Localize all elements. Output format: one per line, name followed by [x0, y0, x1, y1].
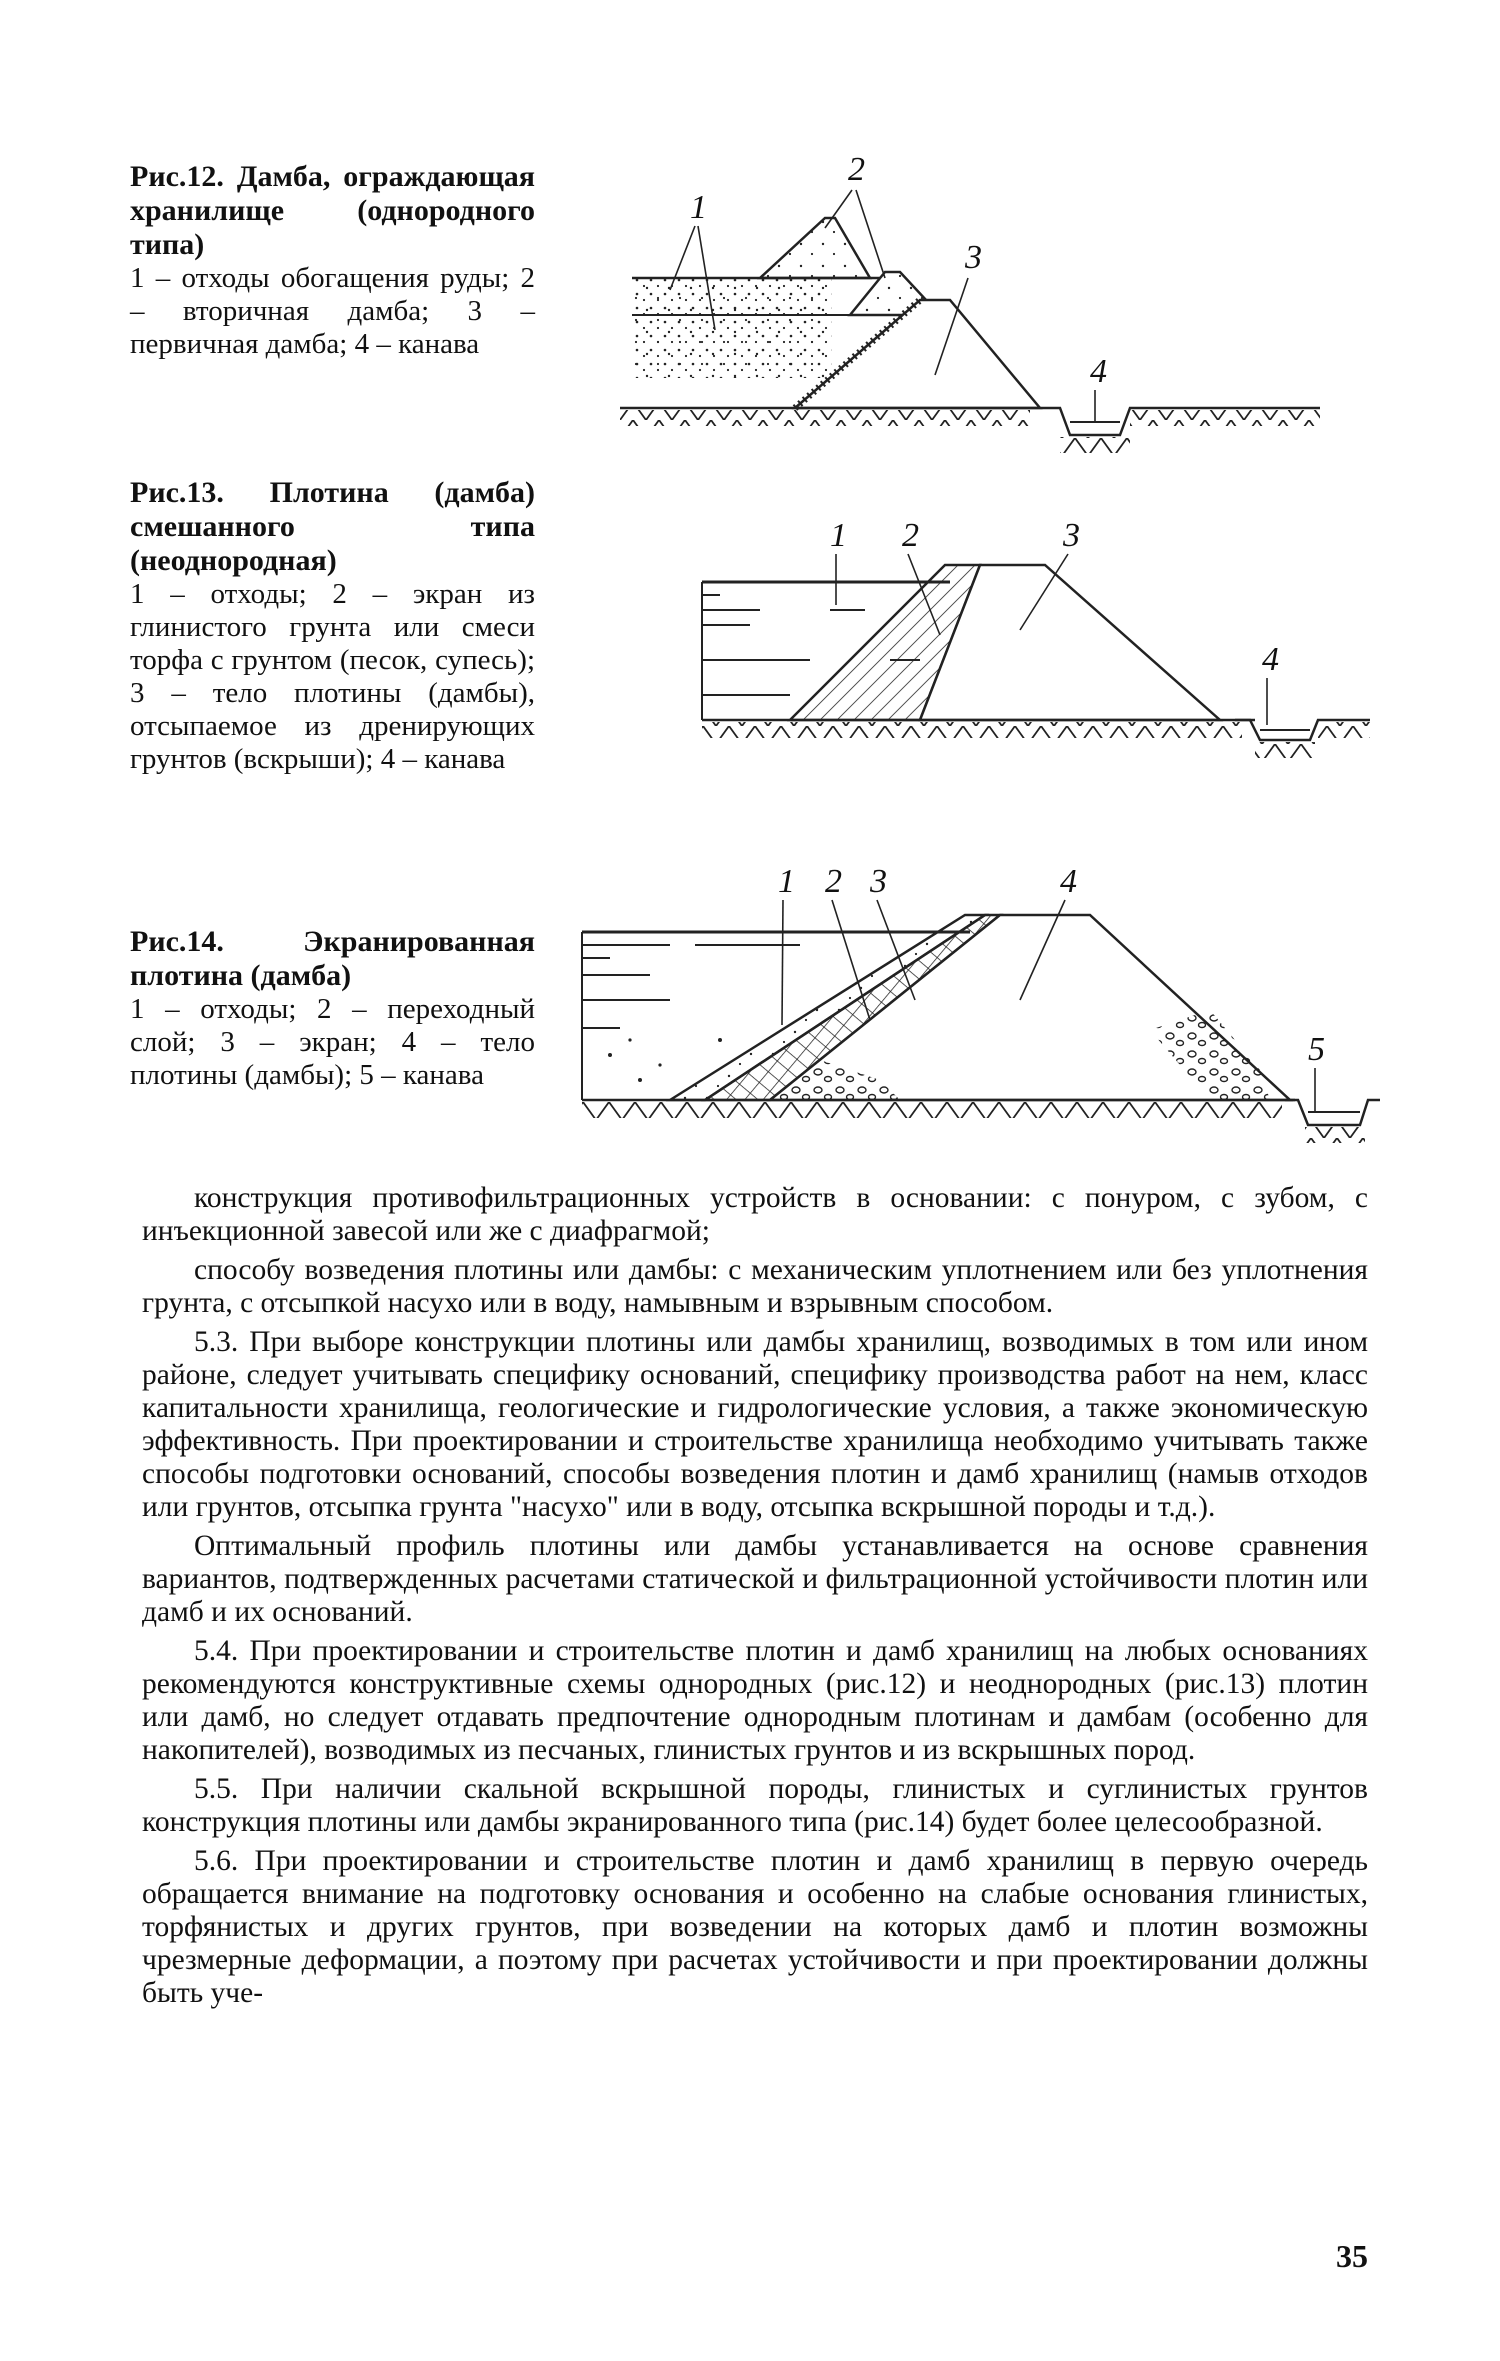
fig14-label-1: 1 — [778, 863, 795, 900]
fig12-label-1: 1 — [690, 189, 707, 226]
fig12-label-2: 2 — [848, 151, 865, 188]
fig13-legend: 1 – отходы; 2 – экран из глинистого грунта или смеси торфа с грунтом (песок, супесь); 3 – тело плотины (дамбы), отсыпаемое из дренирующих грунтов (вскрыши); 4 – канава — [130, 578, 535, 775]
fig12-label-3: 3 — [965, 239, 982, 276]
fig13-title: Рис.13. Плотина (дамба) смешанного типа (неоднородная) — [130, 476, 535, 577]
paragraph: Оптимальный профиль плотины или дамбы устанавливается на основе сравнения вариантов, подтвержденных расчетами статической и фильтрационной устойчивости плотин или дамб и их оснований. — [142, 1530, 1368, 1628]
fig14-label-2: 2 — [825, 863, 842, 900]
fig13-label-4: 4 — [1262, 641, 1279, 678]
paragraph: 5.5. При наличии скальной вскрышной породы, глинистых и суглинистых грунтов конструкция плотины или дамбы экранированного типа (рис.14) будет более целесообразной. — [142, 1773, 1368, 1838]
fig12-title: Рис.12. Дамба, ограждающая хранилище (однородного типа) — [130, 160, 535, 261]
paragraph: конструкция противофильтрационных устройств в основании: с понуром, с зубом, с инъекционной завесой или же с диафрагмой; — [142, 1182, 1368, 1247]
fig12-legend: 1 – отходы обогащения руды; 2 – вторичная дамба; 3 – первичная дамба; 4 – канава — [130, 262, 535, 360]
fig13-diagram — [690, 510, 1380, 770]
fig14-label-3: 3 — [870, 863, 887, 900]
fig13-caption — [130, 476, 535, 776]
fig13-label-2: 2 — [902, 517, 919, 554]
page-number: 35 — [1336, 2238, 1368, 2274]
fig14-label-5: 5 — [1308, 1031, 1325, 1068]
fig14-title: Рис.14. Экранированная плотина (дамба) — [130, 925, 535, 992]
paragraph: 5.6. При проектировании и строительстве плотин и дамб хранилищ в первую очередь обращается внимание на подготовку основания и особенно на слабые основания глинистых, торфянистых и других грунтов, при возведении на которых дамб и плотин возможны чрезмерные деформации, а поэтому при расчетах устойчивости и при проектировании должны быть уче- — [142, 1845, 1368, 2009]
fig14-diagram — [570, 850, 1380, 1150]
paragraph: 5.4. При проектировании и строительстве плотин и дамб хранилищ на любых основаниях рекомендуются конструктивные схемы однородных (рис.12) и неоднородных (рис.13) плотин или дамб, но следует отдавать предпочтение однородным плотинам и дамбам (особенно для накопителей), возводимых из песчаных, глинистых грунтов и из вскрышных пород. — [142, 1635, 1368, 1766]
fig14-legend: 1 – отходы; 2 – переходный слой; 3 – экран; 4 – тело плотины (дамбы); 5 – канава — [130, 993, 535, 1091]
fig13-label-1: 1 — [830, 517, 847, 554]
paragraph: 5.3. При выборе конструкции плотины или дамбы хранилищ, возводимых в том или ином районе, следует учитывать специфику оснований, специфику производства работ на нем, класс капитальности хранилища, геологические и гидрологические условия, а также экономическую эффективность. При проектировании и строительстве хранилища необходимо учитывать также способы подготовки оснований, способы возведения плотин и дамб хранилищ (намыв отходов или грунтов, отсыпка грунта "насухо" или в воду, отсыпка вскрышной породы и т.д.). — [142, 1326, 1368, 1523]
fig14-caption — [130, 925, 535, 1092]
fig12-diagram — [620, 150, 1380, 470]
fig12-label-4: 4 — [1090, 353, 1107, 390]
fig12-caption — [130, 160, 535, 361]
fig14-label-4: 4 — [1060, 863, 1077, 900]
paragraph: способу возведения плотины или дамбы: с механическим уплотнением или без уплотнения грунта, с отсыпкой насухо или в воду, намывным и взрывным способом. — [142, 1254, 1368, 1319]
fig13-label-3: 3 — [1063, 517, 1080, 554]
body-text — [142, 1182, 1368, 2016]
